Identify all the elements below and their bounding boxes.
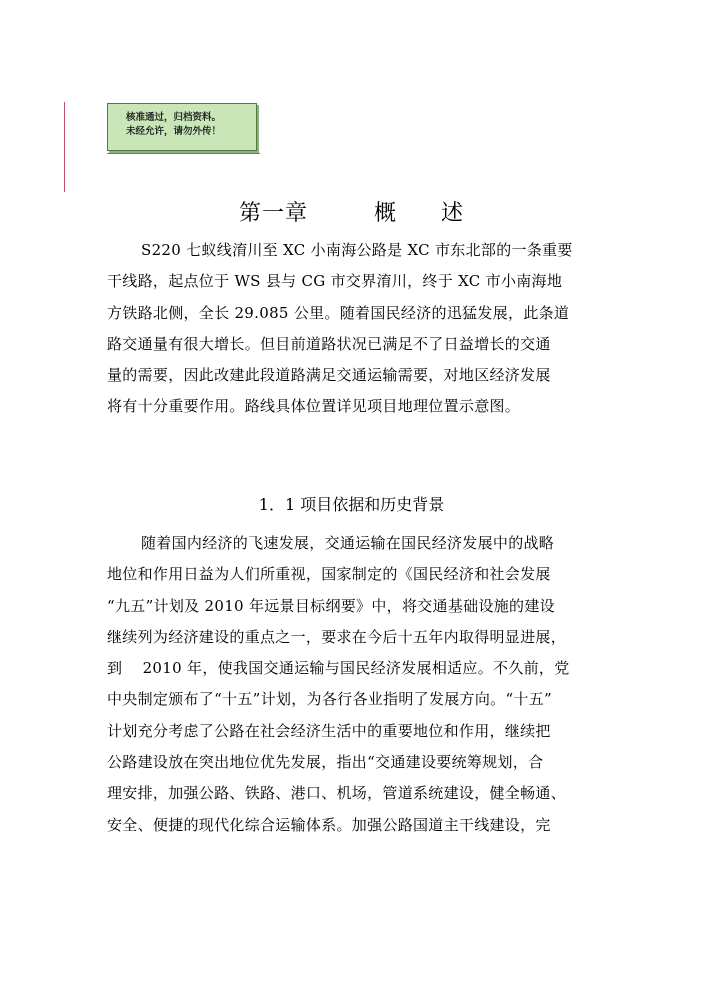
paragraph-line: 理安排，加强公路、铁路、港口、机场，管道系统建设，健全畅通、: [107, 784, 567, 803]
paragraph-line: 将有十分重要作用。路线具体位置详见项目地理位置示意图。: [107, 397, 521, 416]
paragraph-overview: [107, 235, 573, 423]
paragraph-line: 路交通量有很大增长。但目前道路状况已满足不了日益增长的交通: [107, 334, 551, 353]
stamp-underline: [107, 153, 260, 154]
paragraph-line: 干线路，起点位于 WS 县与 CG 市交界淯川，终于 XC 市小南海地: [107, 272, 563, 291]
paragraph-line: 到 2010 年，使我国交通运输与国民经济发展相适应。不久前，党: [107, 659, 570, 678]
margin-line: [64, 102, 65, 192]
paragraph-line: 继续列为经济建设的重点之一，要求在今后十五年内取得明显进展，: [107, 627, 567, 646]
stamp-line-1: 核准通过，归档资料。: [126, 112, 222, 123]
paragraph-line: 随着国内经济的飞速发展，交通运输在国民经济发展中的战略: [141, 534, 555, 552]
paragraph-line: 公路建设放在突出地位优先发展，指出“交通建设要统筹规划，合: [107, 753, 544, 772]
section-title: 1．1 项目依据和历史背景: [258, 495, 445, 514]
approval-stamp: [107, 103, 257, 151]
paragraph-line: 计划充分考虑了公路在社会经济生活中的重要地位和作用，继续把: [107, 721, 551, 740]
paragraph-line: 量的需要，因此改建此段道路满足交通运输需要，对地区经济发展: [107, 366, 551, 385]
paragraph-line: 地位和作用日益为人们所重视，国家制定的《国民经济和社会发展: [107, 565, 551, 584]
paragraph-line: 中央制定颁布了“十五”计划，为各行各业指明了发展方向。“十五”: [107, 690, 552, 709]
paragraph-line: 安全、便捷的现代化综合运输体系。加强公路国道主干线建设，完: [107, 815, 551, 834]
paragraph-background: [107, 528, 570, 841]
stamp-line-2: 未经允许，请勿外传！: [126, 126, 222, 137]
paragraph-line: “九五”计划及 2010 年远景目标纲要》中，将交通基础设施的建设: [107, 596, 555, 615]
paragraph-line: S220 七蚁线淯川至 XC 小南海公路是 XC 市东北部的一条重要: [141, 241, 573, 259]
paragraph-line: 方铁路北侧，全长 29.085 公里。随着国民经济的迅猛发展，此条道: [107, 303, 570, 322]
chapter-title: 第一章 概 述: [239, 201, 464, 226]
